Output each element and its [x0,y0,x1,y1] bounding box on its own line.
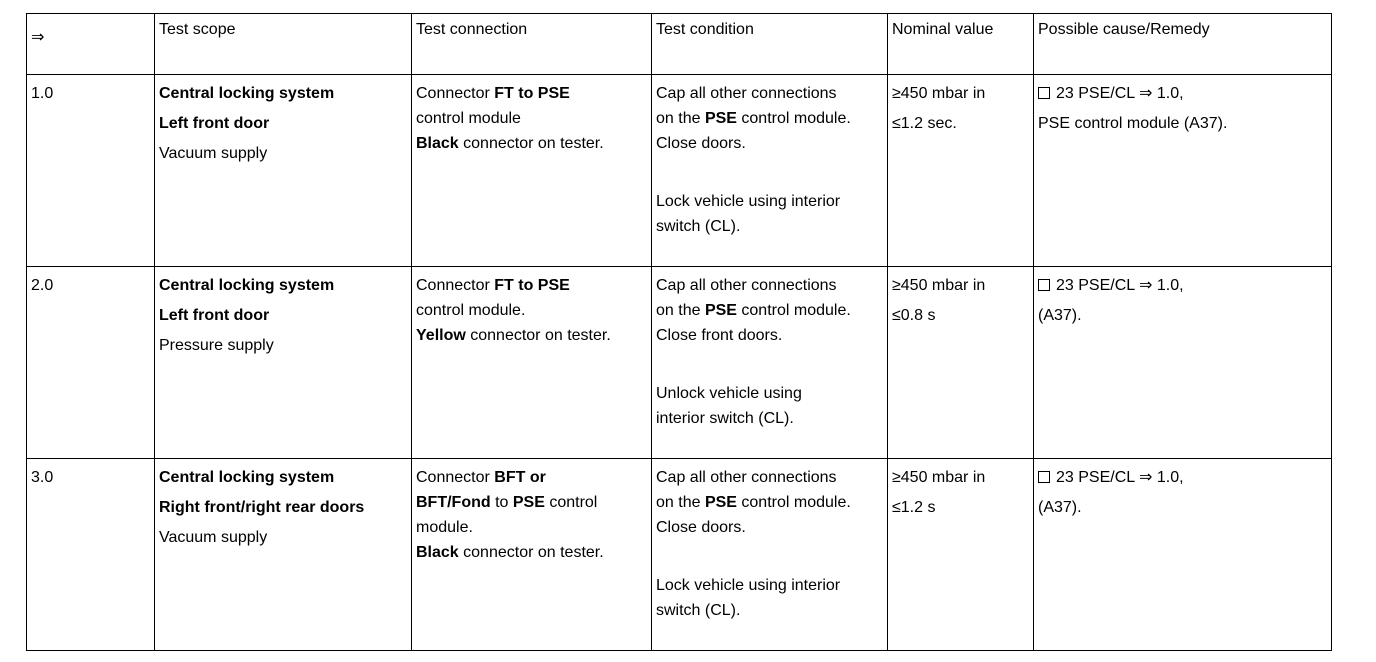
checkbox-icon [1038,87,1050,99]
connection-text: Connector [416,277,495,294]
header-test-connection: Test connection [412,14,652,75]
connection-text: control module. [416,302,526,319]
condition-text: on the [656,110,705,127]
connection-text: control [544,494,598,511]
test-scope-cell [155,459,412,651]
nominal-pressure: ≥450 mbar in [892,469,986,486]
condition-text: Cap all other connections [656,469,837,486]
condition-text: switch (CL). [656,218,741,235]
scope-system: Central locking system [159,469,335,486]
table-row [27,75,1332,267]
condition-bold: PSE [704,110,737,127]
nominal-pressure: ≥450 mbar in [892,277,986,294]
step-number: 1.0 [27,75,155,267]
nominal-value-cell [888,267,1034,459]
condition-text: Unlock vehicle using [656,385,802,402]
test-table [26,13,1332,651]
header-cause-remedy: Possible cause/Remedy [1034,14,1332,75]
condition-text: Close front doors. [656,327,783,344]
condition-text: Cap all other connections [656,277,837,294]
header-row [27,14,1332,75]
test-connection-cell [412,459,652,651]
connection-bold: FT to PSE [494,85,570,102]
checkbox-icon [1038,279,1050,291]
condition-text: Cap all other connections [656,85,837,102]
condition-text: switch (CL). [656,602,741,619]
connector-color: Yellow [416,327,466,344]
connector-color: Black [416,544,459,561]
remedy-reference: 23 PSE/CL ⇒ 1.0, [1056,277,1184,294]
checkbox-icon [1038,471,1050,483]
connection-text: connector on tester. [458,135,604,152]
connection-text: connector on tester. [458,544,604,561]
condition-text: Lock vehicle using interior [656,577,841,594]
remedy-text: (A37). [1038,499,1082,516]
scope-door: Left front door [159,307,270,324]
nominal-pressure: ≥450 mbar in [892,85,986,102]
connection-bold: BFT/Fond [416,494,491,511]
connection-text: module. [416,519,473,536]
step-number: 2.0 [27,267,155,459]
connection-text: connector on tester. [465,327,611,344]
scope-supply: Vacuum supply [159,529,268,546]
test-condition-cell [652,459,888,651]
condition-text: control module. [736,494,851,511]
connection-bold: BFT or [494,469,546,486]
test-connection-cell [412,267,652,459]
connection-bold: PSE [512,494,545,511]
header-test-condition: Test condition [652,14,888,75]
test-scope-cell [155,75,412,267]
condition-text: Close doors. [656,135,746,152]
scope-supply: Pressure supply [159,337,274,354]
test-condition-cell [652,267,888,459]
connection-text: Connector [416,469,495,486]
step-number: 3.0 [27,459,155,651]
table-row [27,267,1332,459]
condition-text: Close doors. [656,519,746,536]
nominal-value-cell [888,459,1034,651]
header-arrow: ⇒ [27,14,155,75]
connection-text: control module [416,110,521,127]
nominal-value-cell [888,75,1034,267]
cause-remedy-cell [1034,459,1332,651]
test-condition-cell [652,75,888,267]
condition-text: control module. [736,302,851,319]
condition-text: on the [656,494,705,511]
scope-system: Central locking system [159,85,335,102]
remedy-text: PSE control module (A37). [1038,115,1228,132]
test-connection-cell [412,75,652,267]
header-test-scope: Test scope [155,14,412,75]
scope-door: Right front/right rear doors [159,499,365,516]
nominal-time: ≤1.2 sec. [892,115,957,132]
scope-door: Left front door [159,115,270,132]
table-row [27,459,1332,651]
connection-text: Connector [416,85,495,102]
scope-supply: Vacuum supply [159,145,268,162]
condition-text: control module. [736,110,851,127]
remedy-reference: 23 PSE/CL ⇒ 1.0, [1056,85,1184,102]
condition-bold: PSE [704,302,737,319]
nominal-time: ≤1.2 s [892,499,936,516]
scope-system: Central locking system [159,277,335,294]
cause-remedy-cell [1034,75,1332,267]
connection-bold: FT to PSE [494,277,570,294]
cause-remedy-cell [1034,267,1332,459]
condition-text: Lock vehicle using interior [656,193,841,210]
remedy-text: (A37). [1038,307,1082,324]
header-nominal-value: Nominal value [888,14,1034,75]
test-scope-cell [155,267,412,459]
condition-text: interior switch (CL). [656,410,794,427]
connection-text: to [490,494,513,511]
condition-bold: PSE [704,494,737,511]
condition-text: on the [656,302,705,319]
nominal-time: ≤0.8 s [892,307,936,324]
remedy-reference: 23 PSE/CL ⇒ 1.0, [1056,469,1184,486]
connector-color: Black [416,135,459,152]
